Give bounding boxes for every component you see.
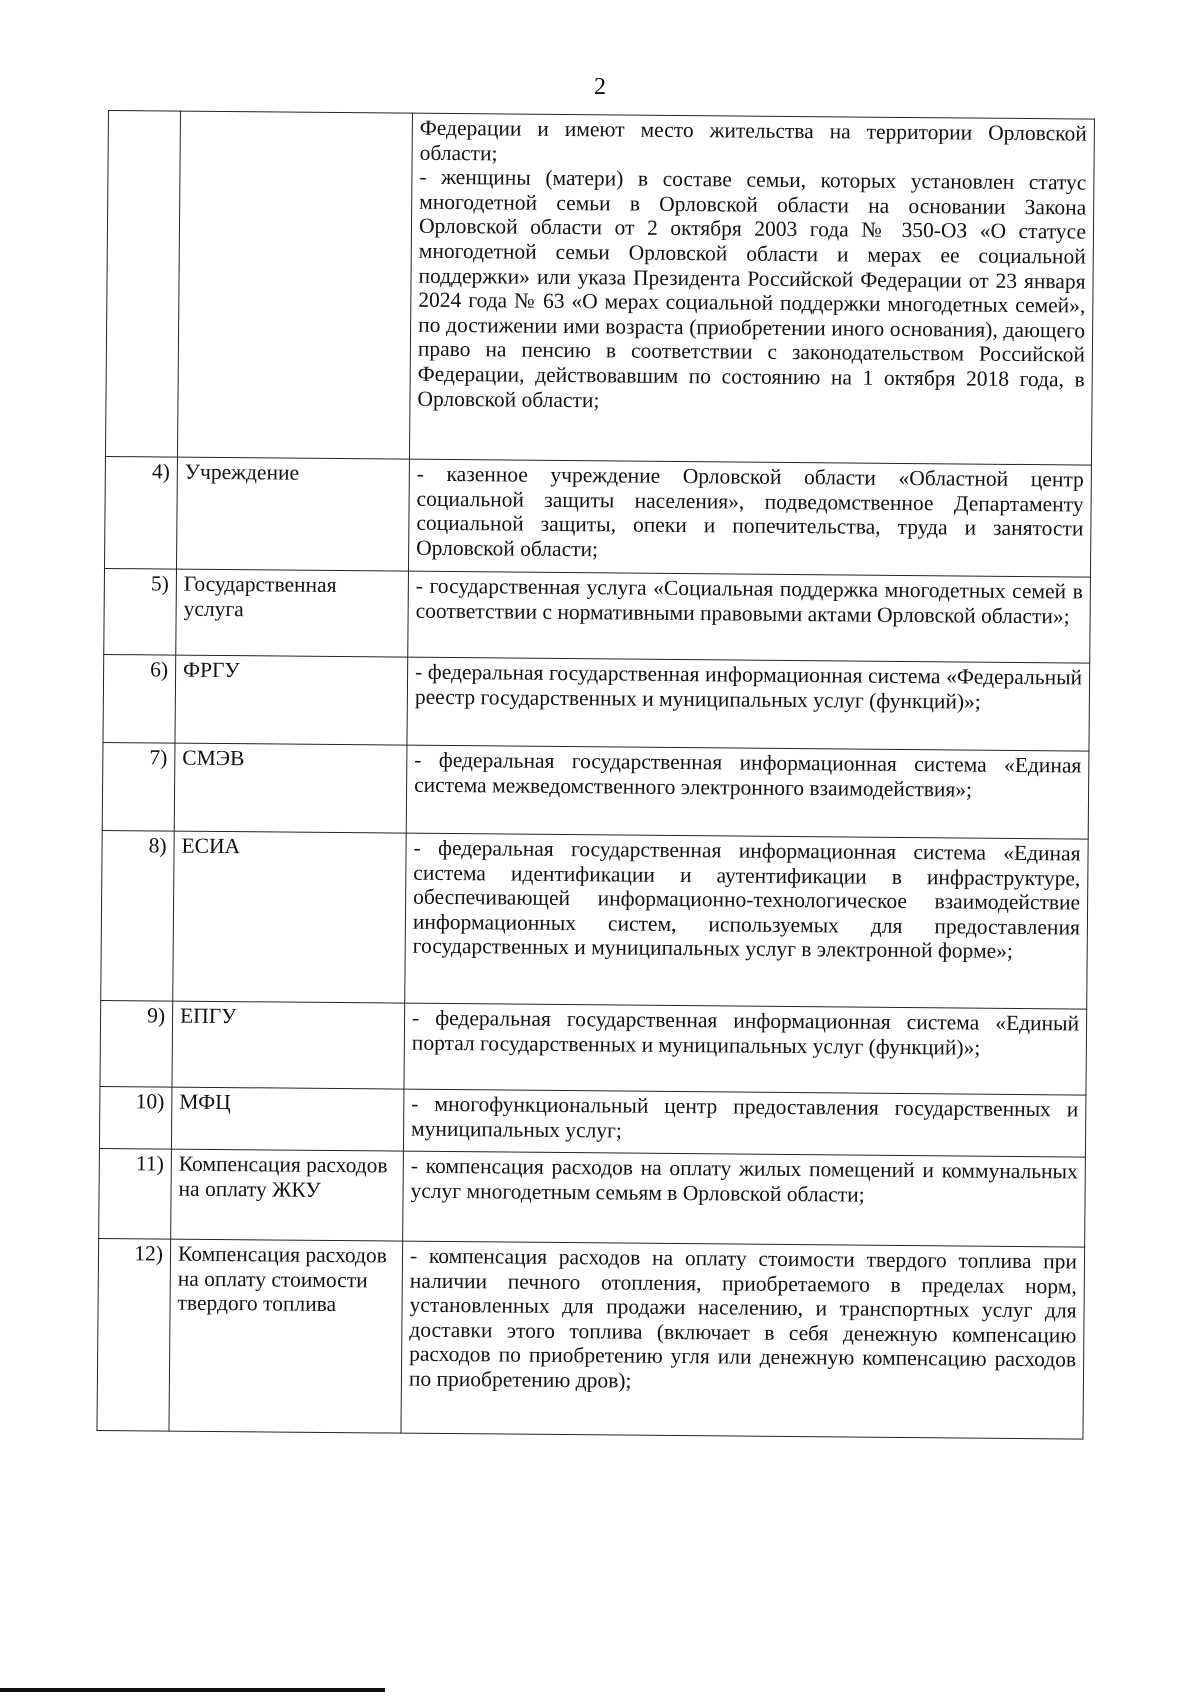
page-number: 2 (594, 74, 606, 100)
table-row (99, 1148, 1086, 1247)
table-row (99, 1086, 1086, 1157)
row-definition: - федеральная государственная информационная система «Единая система идентификации и аутентификации в инфраструктуре, обеспечивающей информационно-технологическое взаимодействие информационных систем, используемых для предоставления государственных и муниципальных услуг в электронной форме»; (405, 833, 1088, 1009)
row-definition (409, 113, 1094, 465)
row-number: 9) (100, 1000, 173, 1087)
row-term: Учреждение (176, 457, 409, 571)
row-definition: - государственная услуга «Социальная поддержка многодетных семей в соответствии с нормативными правовыми актами Орловской области»; (408, 571, 1091, 663)
table-row (101, 830, 1088, 1009)
row-definition: - федеральная государственная информационная система «Федеральный реестр государственных и муниципальных услуг (функций)»; (407, 657, 1090, 751)
table-row (102, 742, 1089, 839)
row-number: 7) (102, 742, 175, 831)
row-term: СМЭВ (174, 743, 407, 833)
row-definition: - федеральная государственная информационная система «Единый портал государственных и муниципальных услуг (функций)»; (404, 1003, 1087, 1095)
row-definition: - федеральная государственная информационная система «Единая система межведомственного электронного взаимодействия»; (406, 745, 1089, 839)
row-number: 5) (104, 568, 177, 655)
row-number: 6) (103, 654, 176, 743)
table-row (103, 654, 1090, 751)
definitions-table (96, 110, 1094, 1440)
row-term: ЕСИА (173, 831, 406, 1003)
row-term: Компенсация расходов на оплату стоимости твердого топлива (169, 1239, 403, 1433)
row-number: 11) (99, 1148, 172, 1239)
row-term (177, 111, 412, 459)
row-definition: - многофункциональный центр предоставления государственных и муниципальных услуг; (403, 1089, 1086, 1157)
row-definition: - казенное учреждение Орловской области «Областной центр социальной защиты населения», подведомственное Департаменту социальной защиты, опеки и попечительства, труда и занятости Орловской области; (408, 459, 1091, 577)
row-term: ФРГУ (175, 655, 408, 745)
row-definition: - компенсация расходов на оплату стоимости твердого топлива при наличии печного отопления, приобретаемого в пределах норм, установленных для продажи населению, и транспортных услуг для доставки этого топлива (включает в себя денежную компенсацию расходов по приобретению угля или денежную компенсацию расходов по приобретению дров); (401, 1241, 1085, 1439)
row-number: 8) (101, 830, 174, 1001)
scan-edge-line (0, 1688, 385, 1692)
table-row (105, 111, 1094, 466)
row-number: 10) (99, 1086, 172, 1149)
table-row (104, 456, 1091, 577)
definition-paragraph: Федерации и имеют место жительства на территории Орловской области; - женщины (матери) в составе семьи, которых установлен статус многодетной семьи в Орловской области на основании Закона Орловской области от 2 октября 2003 года № 350-ОЗ «О статусе многодетной семьи Орловской области и мерах ее социальной поддержки» или указа Президента Российской Федерации от 23 января 2024 года № 63 «О мерах социальной поддержки многодетных семей», по достижении ими возраста (приобретении иного основания), дающего право на пенсию в соответствии с законодательством Российской Федерации, действовавшим по состоянию на 1 октября 2018 года, в Орловской области; (417, 115, 1087, 412)
table-row (104, 568, 1091, 663)
row-definition: - компенсация расходов на оплату жилых помещений и коммунальных услуг многодетным семьям в Орловской области; (403, 1151, 1086, 1247)
table-row (100, 1000, 1087, 1095)
row-term: Государственная услуга (176, 569, 409, 657)
row-number: 12) (97, 1238, 171, 1431)
row-number: 4) (104, 456, 177, 569)
row-number (105, 111, 180, 458)
row-term: МФЦ (171, 1087, 404, 1151)
table-row (97, 1238, 1085, 1439)
row-term: Компенсация расходов на оплату ЖКУ (171, 1149, 404, 1241)
row-term: ЕПГУ (172, 1001, 405, 1089)
